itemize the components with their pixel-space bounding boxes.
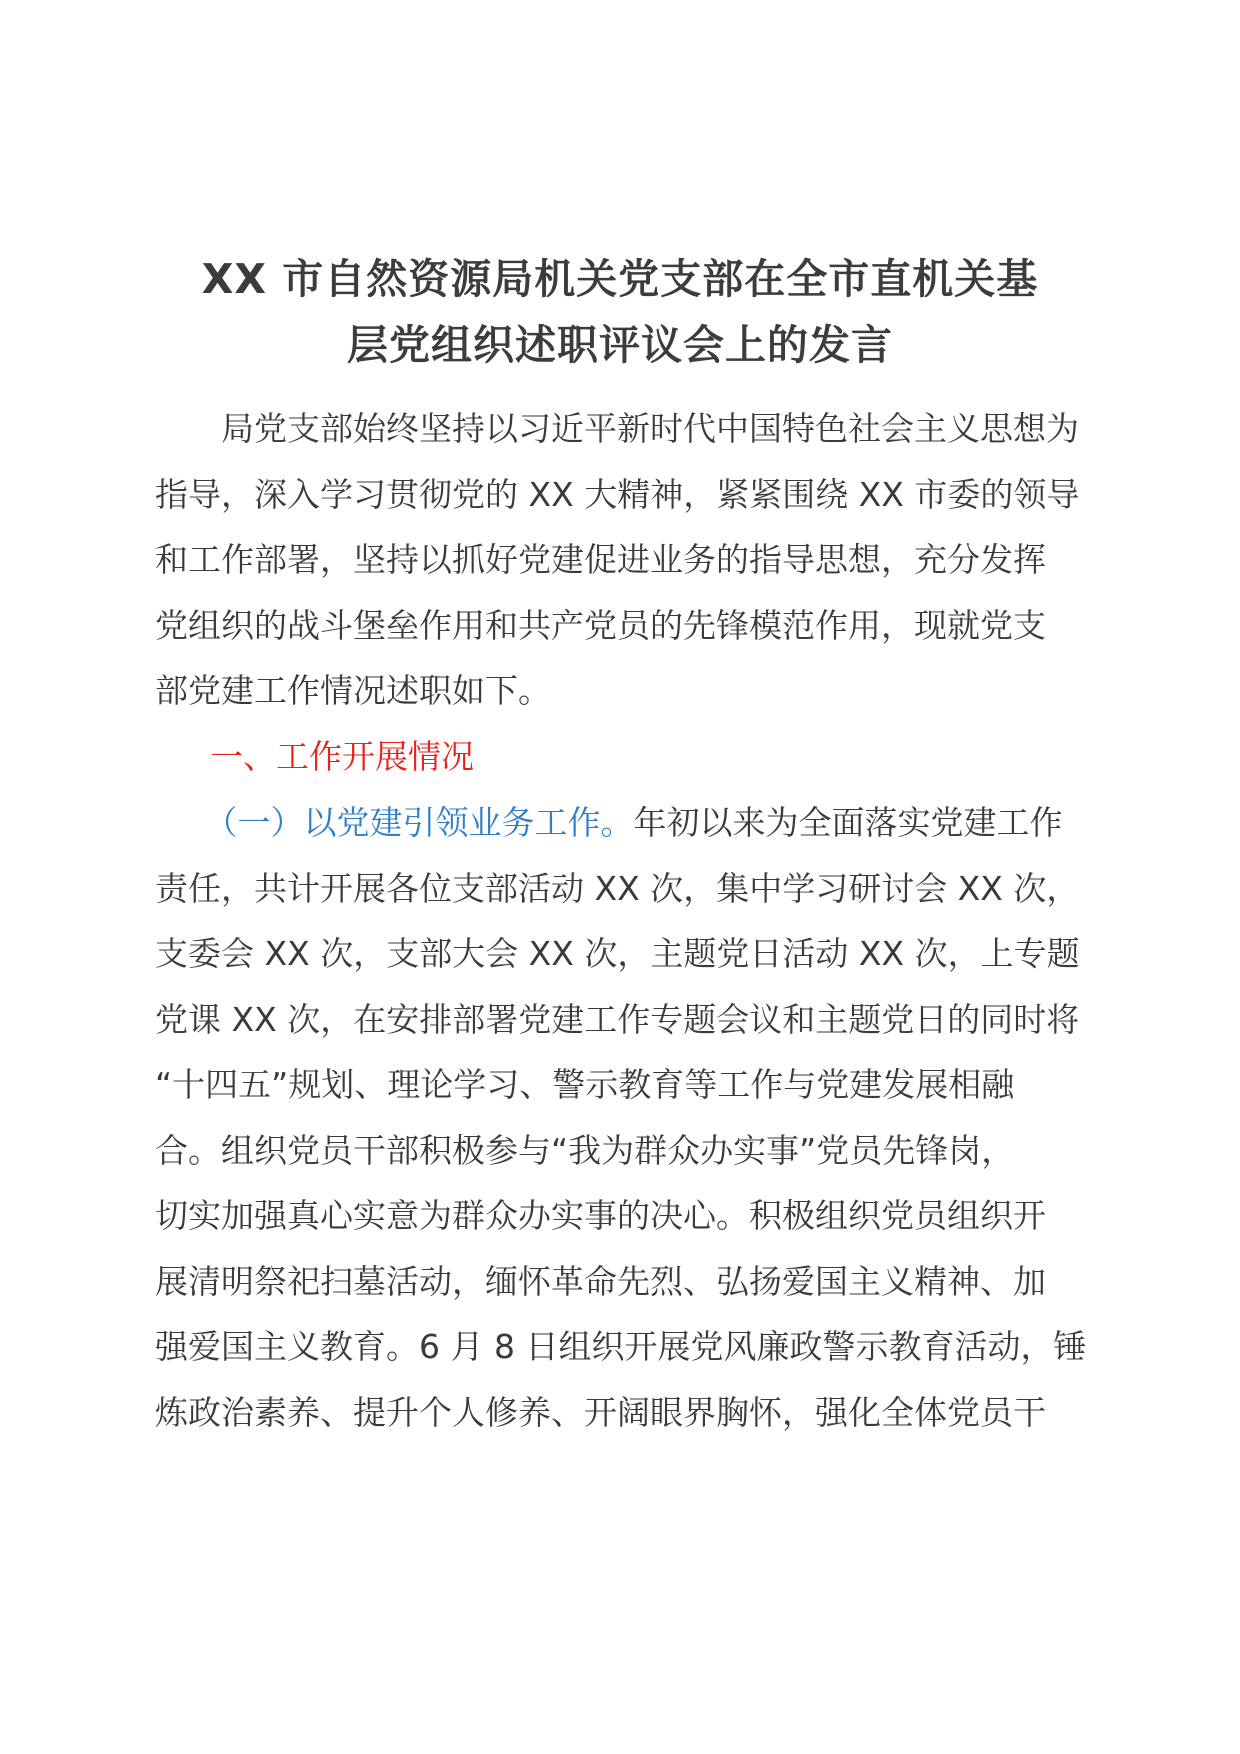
paragraph-line: 展清明祭祀扫墓活动，缅怀革命先烈、弘扬爱国主义精神、加 [155, 1261, 1046, 1301]
paragraph-line: 党课 XX 次，在安排部署党建工作专题会议和主题党日的同时将 [155, 999, 1080, 1039]
intro-line: 局党支部始终坚持以习近平新时代中国特色社会主义思想为 [155, 409, 1079, 448]
paragraph-line: 合。组织党员干部积极参与“我为群众办实事”党员先锋岗， [155, 1130, 1015, 1170]
paragraph-line: 责任，共计开展各位支部活动 XX 次，集中学习研讨会 XX 次， [155, 868, 1080, 908]
intro-line: 和工作部署，坚持以抓好党建促进业务的指导思想，充分发挥 [155, 540, 1046, 579]
paragraph-line: 切实加强真心实意为群众办实事的决心。积极组织党员组织开 [155, 1196, 1046, 1235]
paragraph-line: “十四五”规划、理论学习、警示教育等工作与党建发展相融 [155, 1065, 1015, 1104]
intro-line: 党组织的战斗堡垒作用和共产党员的先锋模范作用，现就党支 [155, 605, 1046, 645]
intro-paragraph [155, 396, 1095, 724]
intro-line: 指导，深入学习贯彻党的 XX 大精神，紧紧围绕 XX 市委的领导 [155, 474, 1080, 514]
paragraph-line: 强爱国主义教育。6 月 8 日组织开展党风廉政警示教育活动，锤 [155, 1327, 1087, 1366]
document-title [150, 246, 1090, 378]
section-paragraph [155, 790, 1095, 1445]
title-line-1: XX 市自然资源局机关党支部在全市直机关基 [201, 255, 1039, 303]
paragraph-line: 支委会 XX 次，支部大会 XX 次，主题党日活动 XX 次，上专题 [155, 934, 1080, 973]
paragraph-first-line-text: 年初以来为全面落实党建工作 [633, 803, 1063, 842]
intro-line: 部党建工作情况述职如下。 [155, 671, 551, 710]
section-heading: 一、工作开展情况 [210, 737, 474, 776]
title-line-2: 层党组织述职评议会上的发言 [347, 321, 893, 369]
paragraph-line: 炼政治素养、提升个人修养、开阔眼界胸怀，强化全体党员干 [155, 1392, 1046, 1432]
indent-space [155, 803, 221, 842]
subheading: （一）以党建引领业务工作。 [221, 803, 634, 842]
paragraph-first-line [155, 790, 1095, 856]
